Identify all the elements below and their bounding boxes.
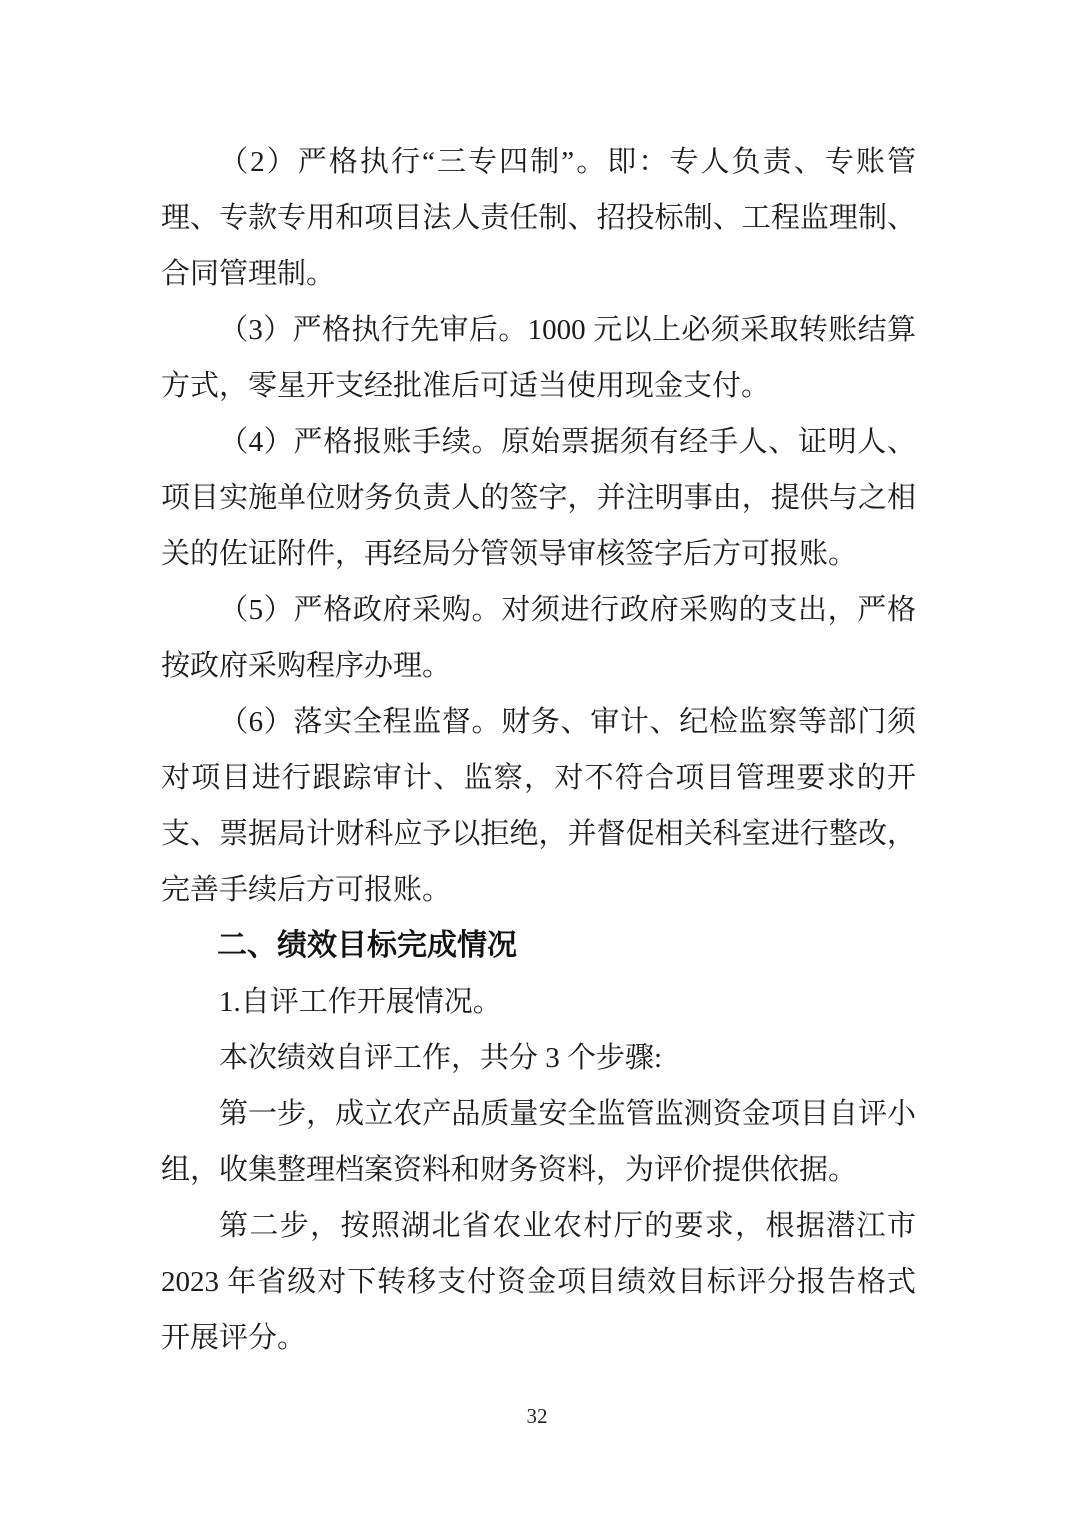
page-footer [0,1402,1074,1430]
paragraph-item-5: （5）严格政府采购。对须进行政府采购的支出，严格按政府采购程序办理。 [161,594,916,682]
intro-line: 本次绩效自评工作，共分 3 个步骤: [219,1042,663,1074]
paragraph-item-4: （4）严格报账手续。原始票据须有经手人、证明人、项目实施单位财务负责人的签字，并注明事由，提供与之相关的佐证附件，再经局分管领导审核签字后方可报账。 [161,426,916,570]
subsection-title: 1.自评工作开展情况。 [219,986,502,1018]
paragraph-item-2: （2）严格执行“三专四制”。即：专人负责、专账管理、专款专用和项目法人责任制、招投标制、工程监理制、合同管理制。 [161,146,916,290]
section-heading: 二、绩效目标完成情况 [217,929,517,962]
paragraph-item-6: （6）落实全程监督。财务、审计、纪检监察等部门须对项目进行跟踪审计、监察，对不符合项目管理要求的开支、票据局计财科应予以拒绝，并督促相关科室进行整改，完善手续后方可报账。 [161,706,916,906]
paragraph-item-3: （3）严格执行先审后。1000 元以上必须采取转账结算方式，零星开支经批准后可适当使用现金支付。 [161,314,916,402]
document-body [161,134,916,1366]
step-2-paragraph: 第二步，按照湖北省农业农村厅的要求，根据潜江市 2023 年省级对下转移支付资金项目绩效目标评分报告格式开展评分。 [161,1210,916,1354]
page-number: 32 [526,1404,548,1428]
step-1-paragraph: 第一步，成立农产品质量安全监管监测资金项目自评小组，收集整理档案资料和财务资料，为评价提供依据。 [161,1098,916,1186]
